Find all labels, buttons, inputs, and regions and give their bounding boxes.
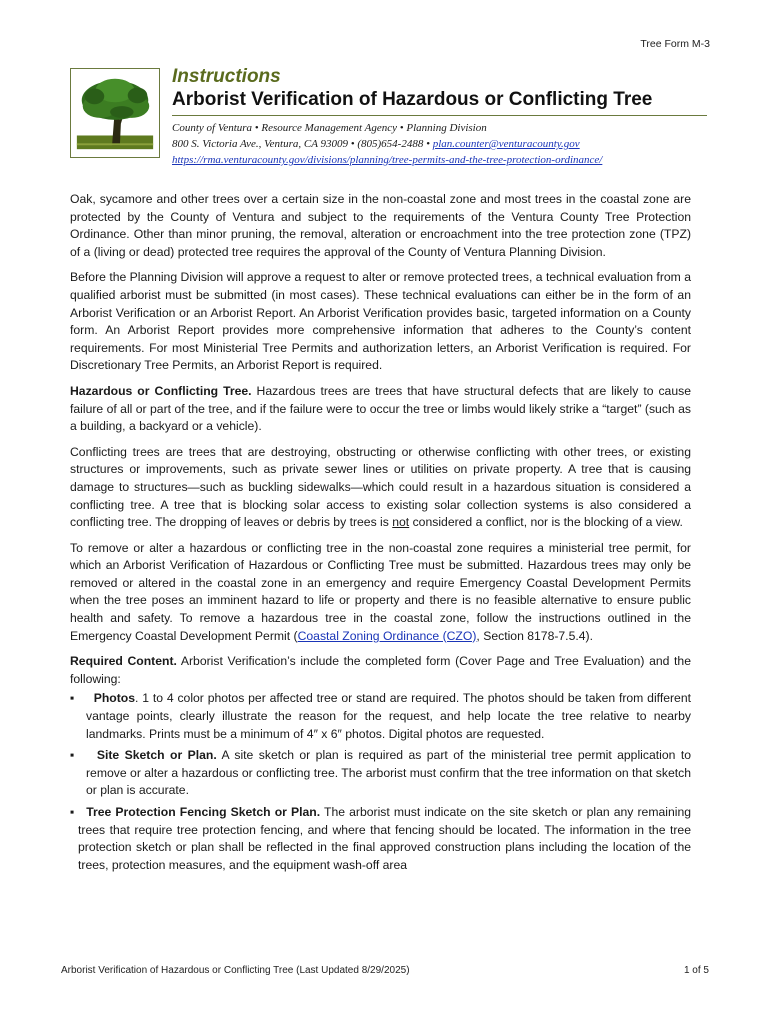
email-link[interactable]: plan.counter@venturacounty.gov (432, 138, 580, 150)
site-sketch-text: A site sketch or plan is required as part of the ministerial tree permit application to remove or alter a hazardous or conflicting tree. The arborist must confirm that the tree information on that sketch or plan is accurate. (86, 748, 691, 798)
permit-text-b: , Section 8178-7.5.4). (476, 628, 593, 643)
hazardous-label: Hazardous or Conflicting Tree. (70, 383, 252, 398)
paragraph-hazardous (70, 383, 691, 436)
conflicting-text-a: Conflicting trees are trees that are destroying, obstructing or otherwise conflicting with other trees, or existing structures or improvements, such as private sewer lines or utilities on private property. A tree that is causing damage to structures—such as buckling sidewalks—which could result in a hazardous situation is considered a conflicting tree. A tree that is blocking solar access to existing solar collection systems is also considered a conflicting tree. The dropping of leaves or debris by trees is (70, 444, 691, 530)
address-text: 800 S. Victoria Ave., Ventura, CA 93009 • (805)654-2488 • (172, 138, 433, 150)
url-line (172, 152, 712, 168)
site-sketch-label: Site Sketch or Plan. (96, 748, 217, 763)
website-link[interactable]: https://rma.venturacounty.gov/divisions/planning/tree-permits-and-the-tree-protection-ordinance/ (172, 154, 603, 166)
required-content-label: Required Content. (70, 654, 177, 669)
list-item-site-sketch (70, 747, 691, 800)
photos-label: Photos (93, 691, 135, 706)
title-block (172, 66, 712, 168)
page-number: 1 of 5 (683, 965, 709, 976)
agency-info (172, 120, 712, 168)
paragraph-conflicting (70, 444, 691, 532)
list-item-photos (70, 690, 691, 743)
photos-text: . 1 to 4 color photos per affected tree or stand are required. The photos should be taken from different vantage points, clearly illustrate the reason for the request, and help locate the tree relative to nearby landmarks. Prints must be a minimum of 4″ x 6″ photos. Digital photos are requested. (86, 691, 691, 741)
bullet-icon: ▪ (70, 805, 75, 819)
czo-link[interactable]: Coastal Zoning Ordinance (CZO) (297, 628, 477, 643)
bullet-icon: ▪ (70, 748, 75, 763)
tree-icon (71, 69, 159, 157)
fencing-text: The arborist must indicate on the site sketch or plan any remaining trees that require tree protection fencing, and where that fencing should be located. The information in the tree protection sketch or plan shall be reflected in the final approved construction plans including the location of the trees, protection measures, and the equipment wash-off area (78, 805, 692, 872)
document-body (70, 191, 691, 878)
address-line (172, 136, 712, 152)
document-title: Arborist Verification of Hazardous or Conflicting Tree (172, 89, 653, 110)
instructions-kicker: Instructions (172, 66, 281, 87)
bullet-icon: ▪ (70, 691, 75, 706)
org-line: County of Ventura • Resource Management Agency • Planning Division (172, 122, 487, 134)
footer-document-title: Arborist Verification of Hazardous or Conflicting Tree (Last Updated 8/29/2025) (61, 965, 410, 976)
not-emphasis: not (392, 515, 410, 530)
ventura-tree-logo (70, 68, 160, 158)
requirements-list (70, 690, 691, 874)
paragraph-intro: Oak, sycamore and other trees over a certain size in the non-coastal zone and most trees in the coastal zone are protected by the County of Ventura and subject to the requirements of the Ventura County Tree Protection Ordinance. Other than minor pruning, the removal, alteration or encroachment into the tree protection zone (TPZ) of a (living or dead) protected tree requires the approval of the County of Ventura Planning Division. (70, 192, 691, 259)
fencing-label: Tree Protection Fencing Sketch or Plan. (86, 805, 321, 819)
required-content-text: Arborist Verification’s include the completed form (Cover Page and Tree Evaluation) and the following: (70, 654, 691, 686)
form-number: Tree Form M-3 (640, 38, 710, 50)
list-item-fencing (70, 804, 691, 874)
permit-text-a: To remove or alter a hazardous or conflicting tree in the non-coastal zone requires a ministerial tree permit, for which an Arborist Verification of Hazardous or Conflicting Tree must be submitted. Hazardous trees may only be removed or altered in the coastal zone in an emergency and require Emergency Coastal Development Permits when the tree poses an imminent hazard to life or property and there is no feasible alternative to ensure public health and safety. To remove a hazardous tree in the coastal zone, follow the instructions outlined in the Emergency Coastal Development Permit ( (70, 540, 691, 643)
paragraph-required-content (70, 653, 691, 688)
paragraph-evaluations: Before the Planning Division will approve a request to alter or remove protected trees, a technical evaluation from a qualified arborist must be submitted (in most cases). These technical evaluations can either be in the form of an Arborist Verification or an Arborist Report. An Arborist Verification provides basic, targeted information on a County form. An Arborist Report provides more comprehensive information that adheres to the County’s content requirements. For most Ministerial Tree Permits and authorization letters, an Arborist Verification is required. For Discretionary Tree Permits, an Arborist Report is required. (70, 270, 691, 373)
paragraph-permit (70, 540, 691, 646)
conflicting-text-b: considered a conflict, nor is the blocking of a view. (409, 515, 683, 530)
hazardous-text: Hazardous trees are trees that have structural defects that are likely to cause failure of all or part of the tree, and if the failure were to occur the tree or limbs would likely strike a “target” (such as a building, a backyard or a vehicle). (70, 383, 691, 434)
title-divider (172, 115, 707, 116)
